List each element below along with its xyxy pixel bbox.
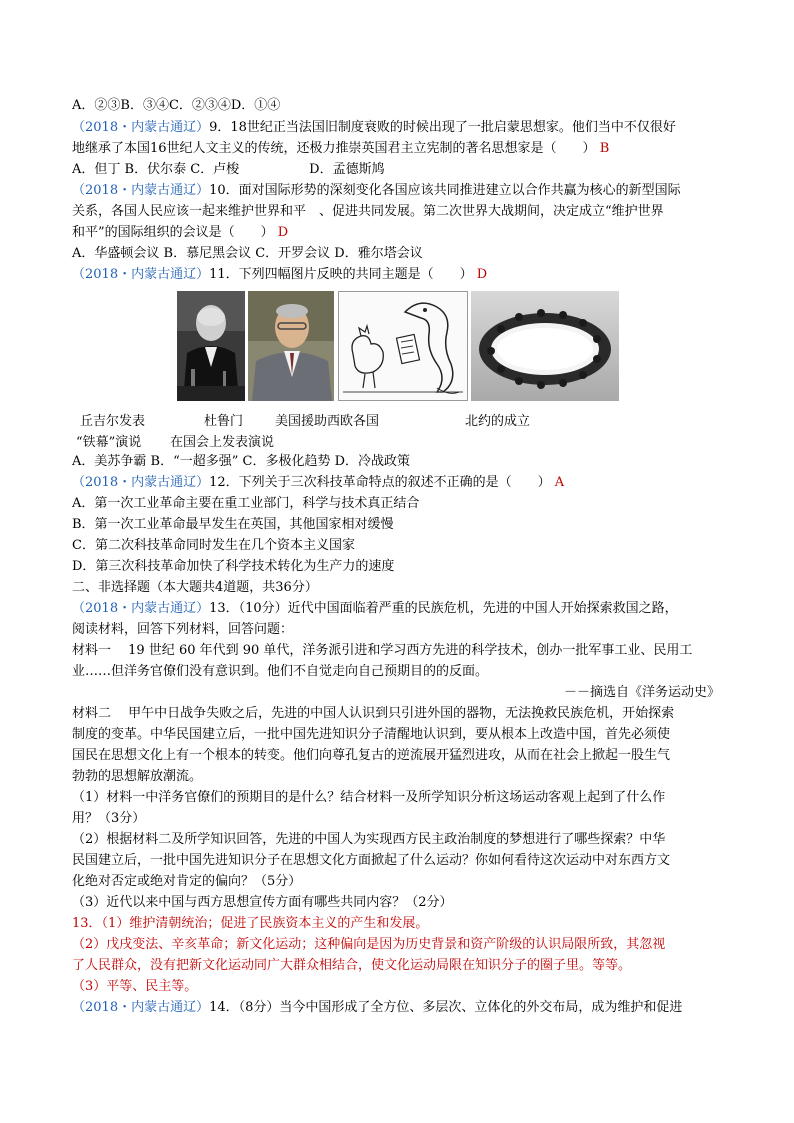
material-2: 材料二 甲午中日战争失败之后，先进的中国人认识到只引进外国的器物，无法挽救民族危机，开始探索 <box>72 706 675 721</box>
q12-answer: A <box>554 475 565 490</box>
q11-stem: （2018・内蒙古通辽）11．下列四幅图片反映的共同主题是（ ） D <box>72 267 488 282</box>
q9-stem: （2018・内蒙古通辽）9．18世纪正当法国旧制度衰败的时候出现了一批启蒙思想家。他们当中不仅很好 <box>72 120 676 135</box>
q12-option-d: D．第三次科技革命加快了科学技术转化为生产力的速度 <box>72 559 395 574</box>
q13-answer-2b: 了人民群众，没有把新文化运动同广大群众相结合，使文化运动局限在知识分子的圈子里。等等。 <box>72 958 632 973</box>
material-2-2: 制度的变革。中华民国建立后，一批中国先进知识分子清醒地认识到，要从根本上改造中国，首先必须使 <box>72 727 671 742</box>
section-2-heading: 二、非选择题（本大题共4道题，共36分） <box>72 580 318 595</box>
q8-options: A．②③B．③④C．②③④D．①④ <box>72 98 281 113</box>
q13-stem-2: 阅读材料，回答下列材料，回答问题： <box>72 622 294 637</box>
caption-truman-2: 在国会上发表演说 <box>170 435 275 450</box>
caption-nato: 北约的成立 <box>465 414 531 429</box>
q12-option-c: C．第二次科技革命同时发生在几个资本主义国家 <box>72 538 355 553</box>
material-2-3: 国民在思想文化上有一个根本的转变。他们向尊孔复古的逆流展开猛烈进攻，从而在社会上掀起一股生气 <box>72 748 671 763</box>
marshall-plan-cartoon <box>338 291 468 401</box>
q12-option-a: A．第一次工业革命主要在重工业部门，科学与技术真正结合 <box>72 496 420 511</box>
q13-answer-3: （3）平等、民主等。 <box>72 979 198 994</box>
q13-part-3: （3）近代以来中国与西方思想宣传方面有哪些共同内容？（2分） <box>72 895 453 910</box>
q13-answer-2: （2）戊戌变法、辛亥革命；新文化运动；这种偏向是因为历史背景和资产阶级的认识局限所致，其忽视 <box>72 937 666 952</box>
caption-churchill-2: “铁幕”演说 <box>76 435 142 450</box>
q10-stem-3: 和平”的国际组织的会议是（ ） D <box>72 225 289 240</box>
material-1: 材料一 19 世纪 60 年代到 90 单代，洋务派引进和学习西方先进的科学技术，创办一批军事工业、民用工 <box>72 643 693 658</box>
q12-stem: （2018・内蒙古通辽）12．下列关于三次科技革命特点的叙述不正确的是（ ） A <box>72 475 565 490</box>
caption-truman: 杜鲁门 <box>204 414 244 429</box>
caption-churchill: 丘吉尔发表 <box>80 414 146 429</box>
q13-part-1: （1）材料一中洋务官僚们的预期目的是什么？结合材料一及所学知识分析这场运动客观上起到了什么作 <box>72 790 666 805</box>
nato-meeting-photo <box>471 291 619 401</box>
q13-part-2: （2）根据材料二及所学知识回答，先进的中国人为实现西方民主政治制度的梦想进行了哪些探索？中华 <box>72 832 666 847</box>
q9-stem-2: 地继承了本国16世纪人文主义的传统，还极力推崇英国君主立宪制的著名思想家是（ ） B <box>72 141 610 156</box>
material-2-4: 勃勃的思想解放潮流。 <box>72 769 203 784</box>
q10-options: A．华盛顿会议 B．慕尼黑会议 C．开罗会议 D．雅尔塔会议 <box>72 246 423 261</box>
truman-photo <box>248 291 334 401</box>
q10-stem-2: 关系，各国人民应该一起来维护世界和平 、促进共同发展。第二次世界大战期间，决定成立“维护世界 <box>72 204 664 219</box>
caption-marshall-plan: 美国援助西欧各国 <box>275 414 380 429</box>
q14-stem: （2018・内蒙古通辽）14．（8分）当今中国形成了全方位、多层次、立体化的外交布局，成为维护和促进 <box>72 1000 683 1015</box>
q13-part-2-3: 化绝对否定或绝对肯定的偏向？（5分） <box>72 874 302 889</box>
q13-stem: （2018・内蒙古通辽）13．（10分）近代中国面临着严重的民族危机，先进的中国人开始探索救国之路， <box>72 601 678 616</box>
q13-part-1-2: 用？（3分） <box>72 811 146 826</box>
material-1-2: 业……但洋务官僚们没有意识到。他们不自觉走向自己预期目的的反面。 <box>72 664 489 679</box>
q9-answer: B <box>599 141 610 156</box>
q12-option-b: B．第一次工业革命最早发生在英国，其他国家相对缓慢 <box>72 517 394 532</box>
q13-answer-1: 13．（1）维护清朝统治；促进了民族资本主义的产生和发展。 <box>72 916 429 931</box>
q11-options: A．美苏争霸 B．“一超多强” C．多极化趋势 D．冷战政策 <box>72 454 411 469</box>
churchill-photo <box>177 291 245 401</box>
material-1-source: －－摘选自《洋务运动史》 <box>563 685 720 700</box>
q11-answer: D <box>476 267 488 282</box>
q10-stem: （2018・内蒙古通辽）10．面对国际形势的深刻变化各国应该共同推进建立以合作共赢为核心的新型国际 <box>72 183 681 198</box>
q13-part-2-2: 民国建立后，一批中国先进知识分子在思想文化方面掀起了什么运动？你如何看待这次运动中对东西方文 <box>72 853 671 868</box>
q9-options: A．但丁 B．伏尔泰 C．卢梭 D．孟德斯鸠 <box>72 162 385 177</box>
q10-answer: D <box>277 225 289 240</box>
